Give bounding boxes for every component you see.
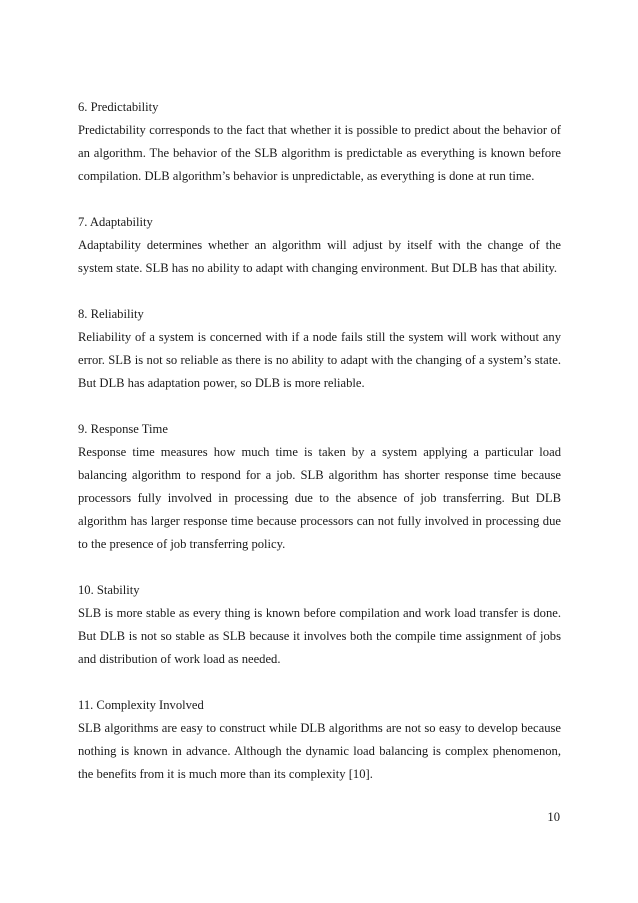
section-body: SLB is more stable as every thing is known before compilation and work load transfer is done. But DLB is not so stable as SLB because it involves both the compile time assignment of jobs and distribution of work load as needed. xyxy=(78,606,561,666)
section-body: SLB algorithms are easy to construct while DLB algorithms are not so easy to develop because nothing is known in advance. Although the dynamic load balancing is complex phenomenon, the benefits from it is much more than its complexity [10]. xyxy=(78,721,561,781)
section-complexity-involved xyxy=(78,694,561,786)
section-body: Predictability corresponds to the fact that whether it is possible to predict about the behavior of an algorithm. The behavior of the SLB algorithm is predictable as everything is known before compilation. DLB algorithm’s behavior is unpredictable, as everything is done at run time. xyxy=(78,123,561,183)
section-heading: 10. Stability xyxy=(78,583,140,597)
section-heading: 11. Complexity Involved xyxy=(78,698,204,712)
section-stability xyxy=(78,579,561,671)
section-body: Response time measures how much time is taken by a system applying a particular load balancing algorithm to respond for a job. SLB algorithm has shorter response time because processors fully involved in processing due to the absence of job transferring. But DLB algorithm has larger response time because processors can not fully involved in processing due to the presence of job transferring policy. xyxy=(78,445,561,551)
section-body: Adaptability determines whether an algorithm will adjust by itself with the change of the system state. SLB has no ability to adapt with changing environment. But DLB has that ability. xyxy=(78,238,561,275)
section-heading: 7. Adaptability xyxy=(78,215,153,229)
page-number: 10 xyxy=(547,810,560,824)
document-page xyxy=(78,96,561,809)
section-heading: 6. Predictability xyxy=(78,100,159,114)
section-heading: 9. Response Time xyxy=(78,422,168,436)
section-heading: 8. Reliability xyxy=(78,307,144,321)
section-reliability xyxy=(78,303,561,395)
section-predictability xyxy=(78,96,561,188)
section-body: Reliability of a system is concerned with if a node fails still the system will work without any error. SLB is not so reliable as there is no ability to adapt with the changing of a system’s state. But DLB has adaptation power, so DLB is more reliable. xyxy=(78,330,561,390)
section-adaptability xyxy=(78,211,561,280)
section-response-time xyxy=(78,418,561,556)
